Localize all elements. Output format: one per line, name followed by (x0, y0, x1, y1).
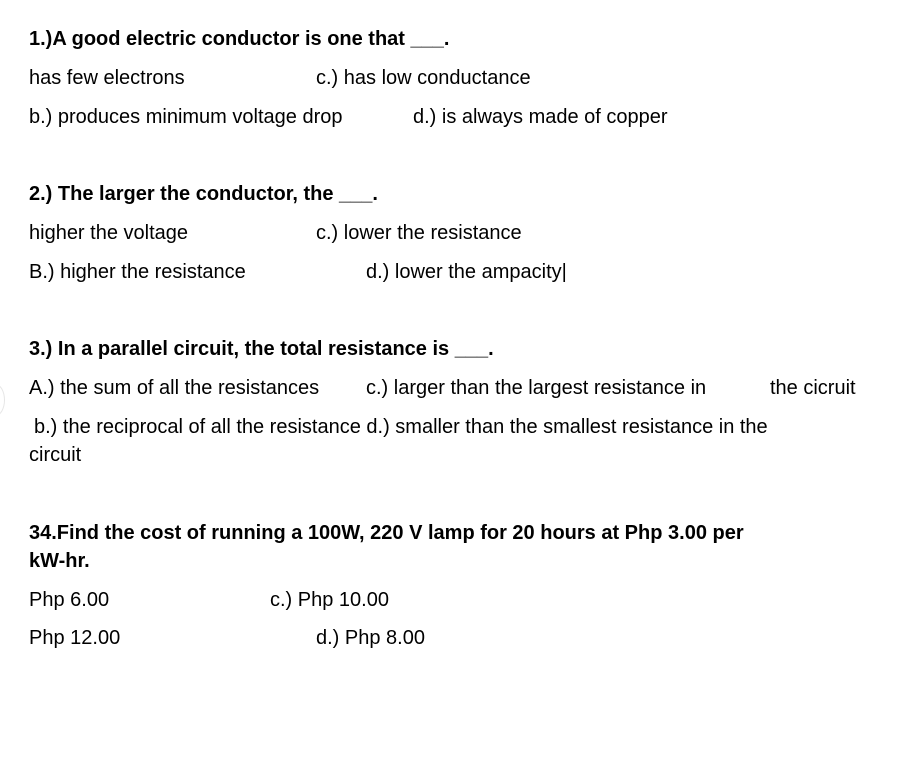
question-1-option-b: b.) produces minimum voltage drop (29, 106, 343, 128)
question-2-option-d: d.) lower the ampacity| (366, 261, 567, 283)
question-34-prompt-line-1: 34.Find the cost of running a 100W, 220 V lamp for 20 hours at Php 3.00 per (29, 522, 744, 544)
question-34-option-b: Php 12.00 (29, 627, 121, 649)
question-34-option-a: Php 6.00 (29, 589, 110, 611)
question-3-option-c-continued: the cicruit (770, 377, 856, 399)
question-1-option-c: c.) has low conductance (316, 67, 531, 89)
question-1-prompt: 1.)A good electric conductor is one that ___. (29, 28, 450, 50)
question-1-option-d: d.) is always made of copper (413, 106, 668, 128)
question-2-option-a: higher the voltage (29, 222, 189, 244)
left-edge-scroll-marker (0, 384, 5, 416)
question-3-option-d-continued: circuit (29, 444, 82, 466)
question-2-option-b: B.) higher the resistance (29, 261, 246, 283)
question-34-option-d: d.) Php 8.00 (316, 627, 425, 649)
question-34-prompt-line-2: kW-hr. (29, 550, 90, 572)
question-34-option-c: c.) Php 10.00 (270, 589, 389, 611)
question-3-prompt: 3.) In a parallel circuit, the total resistance is ___. (29, 338, 494, 360)
question-2-option-c: c.) lower the resistance (316, 222, 522, 244)
question-1-option-a: has few electrons (29, 67, 185, 89)
question-3-option-b-and-d: b.) the reciprocal of all the resistance d.) smaller than the smallest resistance in the (34, 416, 768, 438)
question-3-option-c: c.) larger than the largest resistance in (366, 377, 707, 399)
question-3-option-a: A.) the sum of all the resistances (29, 377, 320, 399)
question-2-prompt: 2.) The larger the conductor, the ___. (29, 183, 378, 205)
